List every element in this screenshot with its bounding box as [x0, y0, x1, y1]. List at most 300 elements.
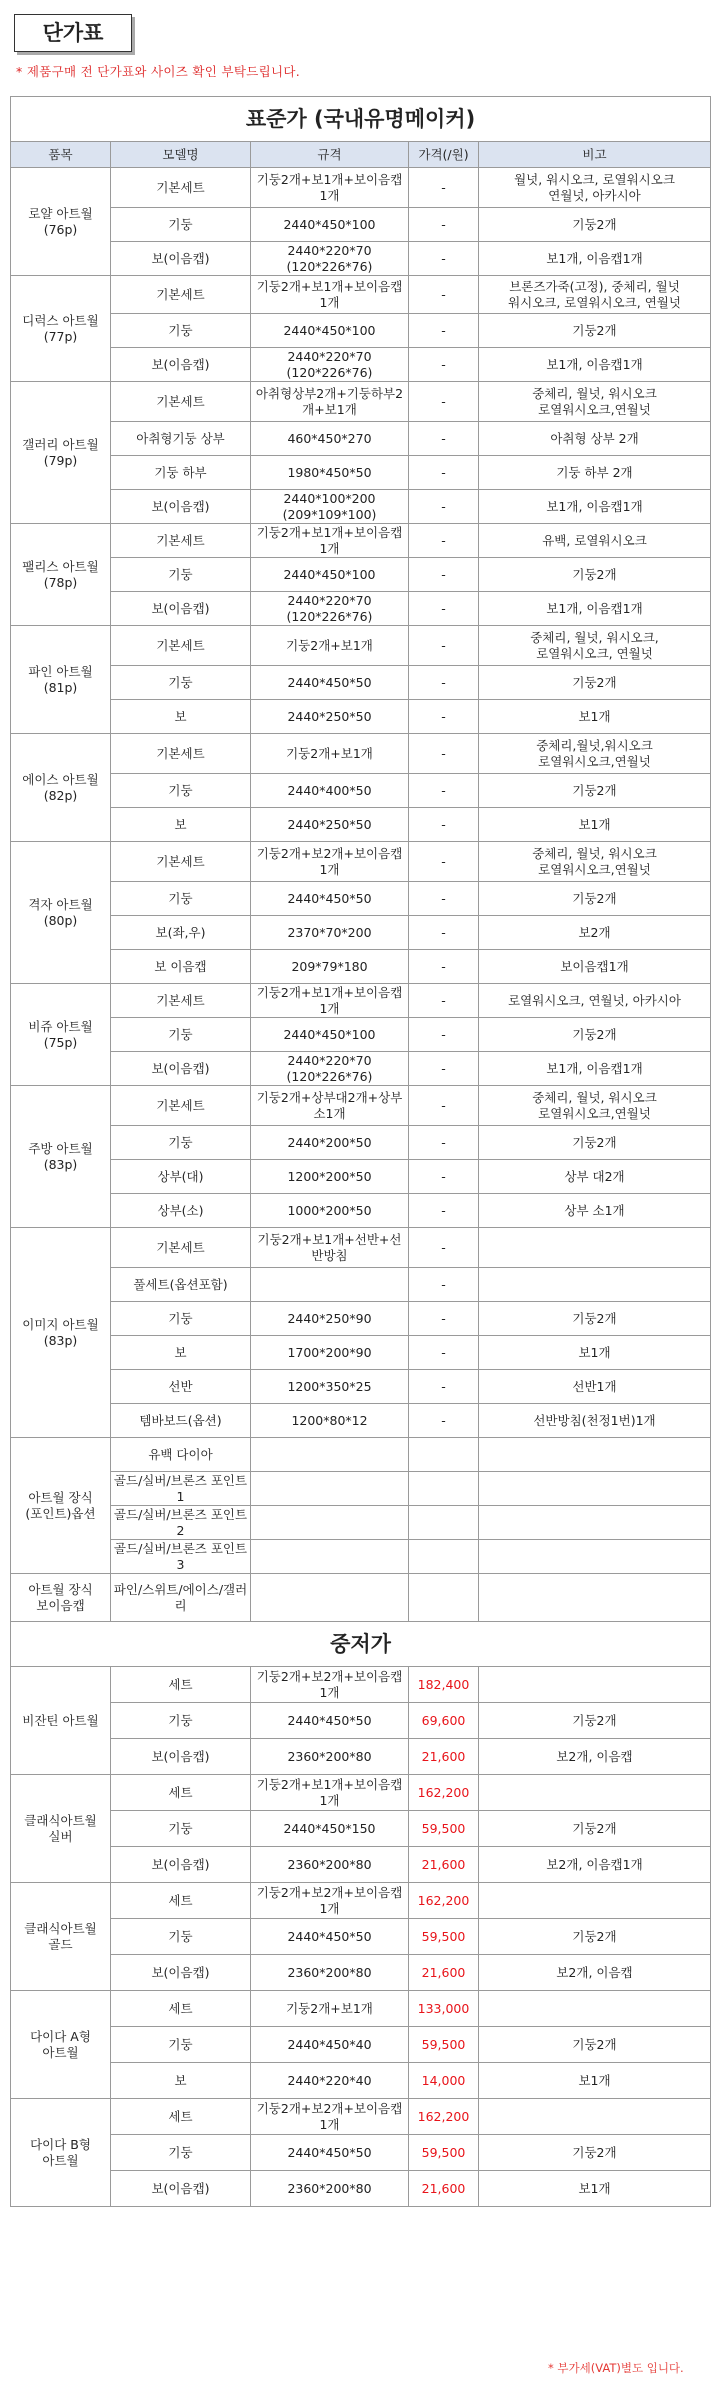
table-row — [11, 558, 711, 592]
model-cell: 기둥 — [111, 208, 251, 242]
model-cell: 기둥 — [111, 1126, 251, 1160]
model-cell: 보 — [111, 700, 251, 734]
model-cell: 풀세트(옵션포함) — [111, 1268, 251, 1302]
table-row — [11, 1160, 711, 1194]
note-cell: 기둥2개 — [479, 1703, 711, 1739]
price-cell: - — [409, 382, 479, 422]
category-cell: 클래식아트월 골드 — [11, 1883, 111, 1991]
note-cell: 상부 소1개 — [479, 1194, 711, 1228]
model-cell: 보 — [111, 1336, 251, 1370]
spec-cell: 2440*450*100 — [251, 558, 409, 592]
table-row — [11, 1811, 711, 1847]
spec-cell: 2440*450*100 — [251, 314, 409, 348]
table-row — [11, 700, 711, 734]
note-cell: 보이음캡1개 — [479, 950, 711, 984]
price-cell: 14,000 — [409, 2063, 479, 2099]
table-row — [11, 1540, 711, 1574]
spec-cell: 2440*450*50 — [251, 666, 409, 700]
spec-cell: 2440*400*50 — [251, 774, 409, 808]
model-cell: 보 이음캡 — [111, 950, 251, 984]
spec-cell: 2360*200*80 — [251, 2171, 409, 2207]
price-cell — [409, 1540, 479, 1574]
model-cell: 아취형기둥 상부 — [111, 422, 251, 456]
price-cell: 162,200 — [409, 1775, 479, 1811]
category-cell: 클래식아트월 실버 — [11, 1775, 111, 1883]
category-cell: 디럭스 아트월 (77p) — [11, 276, 111, 382]
spec-cell — [251, 1540, 409, 1574]
spec-cell: 1700*200*90 — [251, 1336, 409, 1370]
note-cell: 보1개, 이음캡1개 — [479, 490, 711, 524]
table-row — [11, 950, 711, 984]
category-cell: 로얄 아트월 (76p) — [11, 168, 111, 276]
table-row — [11, 1991, 711, 2027]
model-cell: 세트 — [111, 1667, 251, 1703]
model-cell: 보(이음캡) — [111, 490, 251, 524]
table-row — [11, 1126, 711, 1160]
price-cell: - — [409, 1018, 479, 1052]
vat-note: * 부가세(VAT)별도 입니다. — [548, 2361, 684, 2375]
spec-cell: 2440*450*150 — [251, 1811, 409, 1847]
note-cell: 보2개, 이음캡1개 — [479, 1847, 711, 1883]
note-cell: 중체리, 월넛, 워시오크 로열워시오크,연월넛 — [479, 842, 711, 882]
budget-section-title: 중저가 — [11, 1622, 711, 1667]
table-row — [11, 1404, 711, 1438]
table-row — [11, 1268, 711, 1302]
spec-cell: 209*79*180 — [251, 950, 409, 984]
model-cell: 기둥 하부 — [111, 456, 251, 490]
model-cell: 기본세트 — [111, 382, 251, 422]
model-cell: 기둥 — [111, 2135, 251, 2171]
price-cell: - — [409, 1052, 479, 1086]
col-header-model: 모델명 — [111, 142, 251, 168]
category-cell: 비쥬 아트월 (75p) — [11, 984, 111, 1086]
col-header-item: 품목 — [11, 142, 111, 168]
table-row — [11, 1194, 711, 1228]
table-row — [11, 422, 711, 456]
table-row — [11, 774, 711, 808]
spec-cell: 460*450*270 — [251, 422, 409, 456]
spec-cell: 기둥2개+보1개 — [251, 626, 409, 666]
col-header-note: 비고 — [479, 142, 711, 168]
spec-cell: 기둥2개+상부대2개+상부소1개 — [251, 1086, 409, 1126]
note-cell — [479, 1540, 711, 1574]
spec-cell: 2440*450*50 — [251, 2135, 409, 2171]
model-cell: 기둥 — [111, 314, 251, 348]
spec-cell: 1980*450*50 — [251, 456, 409, 490]
model-cell: 골드/실버/브론즈 포인트1 — [111, 1472, 251, 1506]
table-row — [11, 1955, 711, 1991]
model-cell: 기본세트 — [111, 1086, 251, 1126]
note-cell — [479, 2099, 711, 2135]
table-row — [11, 1472, 711, 1506]
table-row — [11, 1018, 711, 1052]
model-cell: 상부(소) — [111, 1194, 251, 1228]
model-cell: 템바보드(옵션) — [111, 1404, 251, 1438]
spec-cell: 2440*200*50 — [251, 1126, 409, 1160]
table-row — [11, 276, 711, 314]
table-row — [11, 1775, 711, 1811]
price-cell: - — [409, 422, 479, 456]
price-cell — [409, 1574, 479, 1622]
spec-cell: 2440*250*90 — [251, 1302, 409, 1336]
price-cell: - — [409, 700, 479, 734]
spec-cell: 2370*70*200 — [251, 916, 409, 950]
note-cell: 로열워시오크, 연월넛, 아카시아 — [479, 984, 711, 1018]
spec-cell: 2440*450*100 — [251, 208, 409, 242]
note-cell: 선반1개 — [479, 1370, 711, 1404]
note-cell — [479, 1991, 711, 2027]
model-cell: 기둥 — [111, 558, 251, 592]
model-cell: 보(이음캡) — [111, 1739, 251, 1775]
price-cell: - — [409, 490, 479, 524]
model-cell: 기본세트 — [111, 626, 251, 666]
price-cell: 69,600 — [409, 1703, 479, 1739]
table-row — [11, 1302, 711, 1336]
price-cell: - — [409, 1404, 479, 1438]
price-cell: 59,500 — [409, 1811, 479, 1847]
note-cell: 보1개, 이음캡1개 — [479, 592, 711, 626]
price-cell: 59,500 — [409, 2135, 479, 2171]
spec-cell: 1000*200*50 — [251, 1194, 409, 1228]
table-row — [11, 882, 711, 916]
model-cell: 보(이음캡) — [111, 1052, 251, 1086]
note-cell — [479, 1268, 711, 1302]
note-cell: 보1개, 이음캡1개 — [479, 348, 711, 382]
spec-cell: 1200*80*12 — [251, 1404, 409, 1438]
note-cell: 선반방침(천정1번)1개 — [479, 1404, 711, 1438]
spec-cell — [251, 1438, 409, 1472]
price-cell: - — [409, 950, 479, 984]
model-cell: 기둥 — [111, 1703, 251, 1739]
price-cell: 59,500 — [409, 1919, 479, 1955]
spec-cell — [251, 1506, 409, 1540]
spec-cell: 2440*220*40 — [251, 2063, 409, 2099]
spec-cell: 기둥2개+보2개+보이음캡1개 — [251, 1883, 409, 1919]
price-cell: - — [409, 1370, 479, 1404]
note-cell: 보2개, 이음캡 — [479, 1739, 711, 1775]
spec-cell: 1200*200*50 — [251, 1160, 409, 1194]
note-cell: 보2개, 이음캡 — [479, 1955, 711, 1991]
spec-cell: 기둥2개+보2개+보이음캡1개 — [251, 2099, 409, 2135]
price-cell: 133,000 — [409, 1991, 479, 2027]
table-row — [11, 1883, 711, 1919]
note-cell: 보1개 — [479, 1336, 711, 1370]
table-row — [11, 348, 711, 382]
table-row — [11, 626, 711, 666]
note-cell: 보1개 — [479, 2063, 711, 2099]
note-cell: 기둥2개 — [479, 2027, 711, 2063]
model-cell: 기둥 — [111, 1811, 251, 1847]
spec-cell: 2440*450*40 — [251, 2027, 409, 2063]
model-cell: 상부(대) — [111, 1160, 251, 1194]
model-cell: 기둥 — [111, 1018, 251, 1052]
page-header — [0, 0, 720, 96]
table-row — [11, 916, 711, 950]
model-cell: 기둥 — [111, 774, 251, 808]
table-row — [11, 314, 711, 348]
note-cell: 중체리, 월넛, 워시오크, 로열워시오크, 연월넛 — [479, 626, 711, 666]
note-cell: 유백, 로열워시오크 — [479, 524, 711, 558]
price-cell: - — [409, 456, 479, 490]
spec-cell: 기둥2개+보1개+보이음캡1개 — [251, 168, 409, 208]
price-cell: 21,600 — [409, 1955, 479, 1991]
price-cell: - — [409, 1194, 479, 1228]
table-row — [11, 1052, 711, 1086]
spec-cell — [251, 1268, 409, 1302]
note-cell — [479, 1472, 711, 1506]
note-cell: 기둥2개 — [479, 208, 711, 242]
column-header-row — [11, 142, 711, 168]
model-cell: 기둥 — [111, 882, 251, 916]
category-cell: 다이다 B형 아트월 — [11, 2099, 111, 2207]
price-cell: - — [409, 348, 479, 382]
price-cell: - — [409, 1228, 479, 1268]
table-row — [11, 842, 711, 882]
note-cell: 월넛, 워시오크, 로열워시오크 연월넛, 아카시아 — [479, 168, 711, 208]
model-cell: 기둥 — [111, 666, 251, 700]
table-row — [11, 1506, 711, 1540]
model-cell: 파인/스위트/에이스/갤러리 — [111, 1574, 251, 1622]
model-cell: 기둥 — [111, 1302, 251, 1336]
model-cell: 세트 — [111, 1775, 251, 1811]
spec-cell: 2440*250*50 — [251, 808, 409, 842]
col-header-price: 가격(/원) — [409, 142, 479, 168]
model-cell: 보 — [111, 2063, 251, 2099]
table-row — [11, 524, 711, 558]
model-cell: 기본세트 — [111, 1228, 251, 1268]
model-cell: 세트 — [111, 1991, 251, 2027]
note-cell: 브론즈가죽(고정), 중체리, 월넛 워시오크, 로열워시오크, 연월넛 — [479, 276, 711, 314]
table-row — [11, 1336, 711, 1370]
note-cell — [479, 1775, 711, 1811]
note-cell — [479, 1228, 711, 1268]
table-row — [11, 456, 711, 490]
model-cell: 골드/실버/브론즈 포인트2 — [111, 1506, 251, 1540]
model-cell: 기둥 — [111, 2027, 251, 2063]
model-cell: 보(이음캡) — [111, 1847, 251, 1883]
table-row — [11, 1703, 711, 1739]
note-cell: 기둥2개 — [479, 1126, 711, 1160]
category-cell: 에이스 아트월 (82p) — [11, 734, 111, 842]
spec-cell: 2360*200*80 — [251, 1739, 409, 1775]
table-row — [11, 382, 711, 422]
table-row — [11, 490, 711, 524]
model-cell: 보(좌,우) — [111, 916, 251, 950]
model-cell: 선반 — [111, 1370, 251, 1404]
spec-cell — [251, 1574, 409, 1622]
model-cell: 기본세트 — [111, 984, 251, 1018]
price-cell: - — [409, 592, 479, 626]
note-cell: 기둥2개 — [479, 1302, 711, 1336]
price-cell: - — [409, 276, 479, 314]
spec-cell: 아취형상부2개+기둥하부2개+보1개 — [251, 382, 409, 422]
note-cell: 기둥2개 — [479, 1018, 711, 1052]
category-cell: 아트월 장식 보이음캡 — [11, 1574, 111, 1622]
note-cell: 기둥 하부 2개 — [479, 456, 711, 490]
price-cell: - — [409, 808, 479, 842]
note-cell: 기둥2개 — [479, 314, 711, 348]
note-cell: 보1개 — [479, 2171, 711, 2207]
spec-cell: 2440*220*70 (120*226*76) — [251, 592, 409, 626]
model-cell: 보 — [111, 808, 251, 842]
price-cell: - — [409, 984, 479, 1018]
table-row — [11, 1919, 711, 1955]
table-row — [11, 592, 711, 626]
price-cell: - — [409, 1302, 479, 1336]
note-cell — [479, 1506, 711, 1540]
note-cell: 기둥2개 — [479, 882, 711, 916]
category-cell: 갤러리 아트월 (79p) — [11, 382, 111, 524]
table-row — [11, 1086, 711, 1126]
model-cell: 골드/실버/브론즈 포인트3 — [111, 1540, 251, 1574]
price-cell: - — [409, 1268, 479, 1302]
spec-cell: 기둥2개+보1개 — [251, 734, 409, 774]
price-cell: - — [409, 242, 479, 276]
spec-cell: 기둥2개+보1개+보이음캡1개 — [251, 524, 409, 558]
table-row — [11, 2135, 711, 2171]
spec-cell: 1200*350*25 — [251, 1370, 409, 1404]
table-row — [11, 242, 711, 276]
purchase-notice: * 제품구매 전 단가표와 사이즈 확인 부탁드립니다. — [16, 64, 300, 79]
model-cell: 유백 다이아 — [111, 1438, 251, 1472]
note-cell: 보1개, 이음캡1개 — [479, 1052, 711, 1086]
price-cell — [409, 1506, 479, 1540]
category-cell: 비잔틴 아트월 — [11, 1667, 111, 1775]
table-row — [11, 734, 711, 774]
price-cell: - — [409, 524, 479, 558]
price-cell: - — [409, 626, 479, 666]
price-cell: - — [409, 168, 479, 208]
col-header-spec: 규격 — [251, 142, 409, 168]
note-cell — [479, 1667, 711, 1703]
price-cell: 21,600 — [409, 1739, 479, 1775]
category-cell: 주방 아트월 (83p) — [11, 1086, 111, 1228]
category-cell: 팰리스 아트월 (78p) — [11, 524, 111, 626]
spec-cell: 기둥2개+보1개+보이음캡1개 — [251, 984, 409, 1018]
note-cell: 기둥2개 — [479, 1811, 711, 1847]
category-cell: 다이다 A형 아트월 — [11, 1991, 111, 2099]
model-cell: 보(이음캡) — [111, 1955, 251, 1991]
note-cell: 중체리, 월넛, 워시오크 로열워시오크,연월넛 — [479, 382, 711, 422]
spec-cell: 기둥2개+보1개+선반+선반방침 — [251, 1228, 409, 1268]
price-cell: 182,400 — [409, 1667, 479, 1703]
table-row — [11, 1370, 711, 1404]
price-cell — [409, 1472, 479, 1506]
note-cell: 상부 대2개 — [479, 1160, 711, 1194]
standard-section-title-row — [11, 97, 711, 142]
price-cell: - — [409, 558, 479, 592]
spec-cell: 기둥2개+보1개+보이음캡1개 — [251, 276, 409, 314]
table-row — [11, 666, 711, 700]
price-cell: 21,600 — [409, 2171, 479, 2207]
category-cell: 파인 아트월 (81p) — [11, 626, 111, 734]
spec-cell: 2440*100*200 (209*109*100) — [251, 490, 409, 524]
spec-cell: 기둥2개+보1개 — [251, 1991, 409, 2027]
note-cell: 아취형 상부 2개 — [479, 422, 711, 456]
spec-cell: 기둥2개+보2개+보이음캡1개 — [251, 1667, 409, 1703]
spec-cell — [251, 1472, 409, 1506]
note-cell — [479, 1883, 711, 1919]
table-row — [11, 1438, 711, 1472]
price-cell: - — [409, 774, 479, 808]
note-cell: 보1개 — [479, 700, 711, 734]
note-cell: 중체리, 월넛, 워시오크 로열워시오크,연월넛 — [479, 1086, 711, 1126]
price-cell — [409, 1438, 479, 1472]
spec-cell: 2440*450*50 — [251, 1703, 409, 1739]
table-row — [11, 1667, 711, 1703]
spec-cell: 기둥2개+보1개+보이음캡1개 — [251, 1775, 409, 1811]
price-cell: 21,600 — [409, 1847, 479, 1883]
price-cell: - — [409, 882, 479, 916]
table-row — [11, 1739, 711, 1775]
model-cell: 기본세트 — [111, 276, 251, 314]
note-cell — [479, 1574, 711, 1622]
table-row — [11, 2063, 711, 2099]
spec-cell: 2440*250*50 — [251, 700, 409, 734]
note-cell: 보1개, 이음캡1개 — [479, 242, 711, 276]
category-cell: 이미지 아트월 (83p) — [11, 1228, 111, 1438]
table-row — [11, 2027, 711, 2063]
note-cell: 중체리,월넛,워시오크 로열워시오크,연월넛 — [479, 734, 711, 774]
table-row — [11, 808, 711, 842]
price-cell: - — [409, 842, 479, 882]
table-row — [11, 984, 711, 1018]
price-cell: - — [409, 208, 479, 242]
model-cell: 기본세트 — [111, 168, 251, 208]
standard-section-title: 표준가 (국내유명메이커) — [11, 97, 711, 142]
table-row — [11, 2099, 711, 2135]
price-cell: - — [409, 916, 479, 950]
price-cell: - — [409, 666, 479, 700]
table-row — [11, 168, 711, 208]
table-row — [11, 1574, 711, 1622]
spec-cell: 2360*200*80 — [251, 1847, 409, 1883]
spec-cell: 2440*450*50 — [251, 1919, 409, 1955]
note-cell: 보2개 — [479, 916, 711, 950]
table-row — [11, 1847, 711, 1883]
table-row — [11, 2171, 711, 2207]
spec-cell: 2360*200*80 — [251, 1955, 409, 1991]
note-cell — [479, 1438, 711, 1472]
spec-cell: 2440*220*70 (120*226*76) — [251, 348, 409, 382]
note-cell: 보1개 — [479, 808, 711, 842]
price-cell: - — [409, 1086, 479, 1126]
spec-cell: 2440*220*70 (120*226*76) — [251, 242, 409, 276]
price-cell: - — [409, 314, 479, 348]
price-cell: 59,500 — [409, 2027, 479, 2063]
category-cell: 격자 아트월 (80p) — [11, 842, 111, 984]
note-cell: 기둥2개 — [479, 558, 711, 592]
spec-cell: 2440*450*50 — [251, 882, 409, 916]
page-title: 단가표 — [14, 14, 132, 52]
note-cell: 기둥2개 — [479, 2135, 711, 2171]
note-cell: 기둥2개 — [479, 1919, 711, 1955]
model-cell: 기둥 — [111, 1919, 251, 1955]
table-row — [11, 1228, 711, 1268]
price-cell: - — [409, 734, 479, 774]
spec-cell: 2440*220*70 (120*226*76) — [251, 1052, 409, 1086]
price-cell: - — [409, 1160, 479, 1194]
model-cell: 보(이음캡) — [111, 348, 251, 382]
model-cell: 보(이음캡) — [111, 592, 251, 626]
spec-cell: 2440*450*100 — [251, 1018, 409, 1052]
note-cell: 기둥2개 — [479, 666, 711, 700]
price-cell: - — [409, 1126, 479, 1160]
table-row — [11, 208, 711, 242]
spec-cell: 기둥2개+보2개+보이음캡1개 — [251, 842, 409, 882]
model-cell: 세트 — [111, 1883, 251, 1919]
note-cell: 기둥2개 — [479, 774, 711, 808]
